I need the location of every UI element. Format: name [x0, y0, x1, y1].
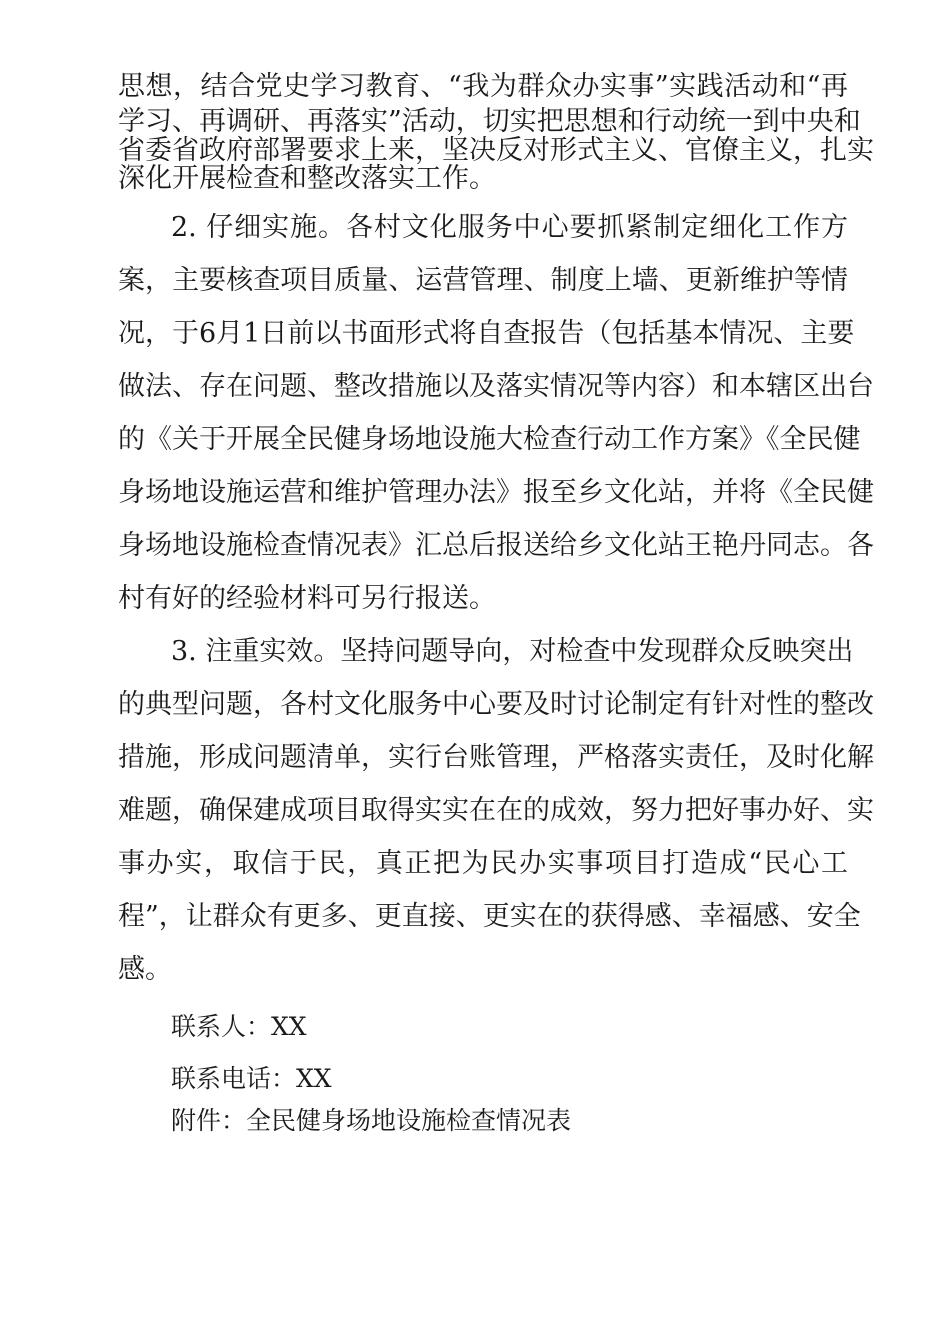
item2-line-6: 身场地设施运营和维护管理办法》报至乡文化站，并将《全民健 — [118, 477, 874, 508]
attachment-note: 附件：全民健身场地设施检查情况表 — [171, 1106, 572, 1135]
item2-line-5: 的《关于开展全民健身场地设施大检查行动工作方案》《全民健 — [118, 424, 861, 455]
item3-line-1: 3. 注重实效。坚持问题导向，对检查中发现群众反映突出 — [171, 636, 854, 667]
contact-person: 联系人：XX — [171, 1012, 307, 1041]
item3-line-5: 事办实，取信于民，真正把为民办实事项目打造成“民心工 — [118, 848, 848, 879]
item3-line-7: 感。 — [118, 954, 172, 985]
item2-line-7: 身场地设施检查情况表》汇总后报送给乡文化站王艳丹同志。各 — [118, 530, 874, 561]
intro-line-1: 思想，结合党史学习教育、“我为群众办实事”实践活动和“再 — [118, 71, 848, 102]
intro-line-4: 深化开展检查和整改落实工作。 — [118, 163, 496, 194]
item3-line-4: 难题，确保建成项目取得实实在在的成效，努力把好事办好、实 — [118, 795, 874, 826]
item2-line-3: 况，于6月1日前以书面形式将自查报告（包括基本情况、主要 — [118, 318, 855, 349]
contact-phone: 联系电话：XX — [171, 1064, 332, 1093]
item3-line-2: 的典型问题，各村文化服务中心要及时讨论制定有针对性的整改 — [118, 689, 874, 720]
item2-line-4: 做法、存在问题、整改措施以及落实情况等内容）和本辖区出台 — [118, 371, 874, 402]
item2-line-2: 案，主要核查项目质量、运营管理、制度上墙、更新维护等情 — [118, 265, 848, 296]
item2-line-1: 2. 仔细实施。各村文化服务中心要抓紧制定细化工作方 — [171, 212, 848, 243]
intro-line-3: 省委省政府部署要求上来，坚决反对形式主义、官僚主义，扎实 — [118, 135, 874, 166]
item3-line-3: 措施，形成问题清单，实行台账管理，严格落实责任，及时化解 — [118, 742, 874, 773]
item2-line-8: 村有好的经验材料可另行报送。 — [118, 583, 496, 614]
item3-line-6: 程”，让群众有更多、更直接、更实在的获得感、幸福感、安全 — [118, 901, 861, 932]
intro-line-2: 学习、再调研、再落实”活动，切实把思想和行动统一到中央和 — [118, 106, 861, 137]
